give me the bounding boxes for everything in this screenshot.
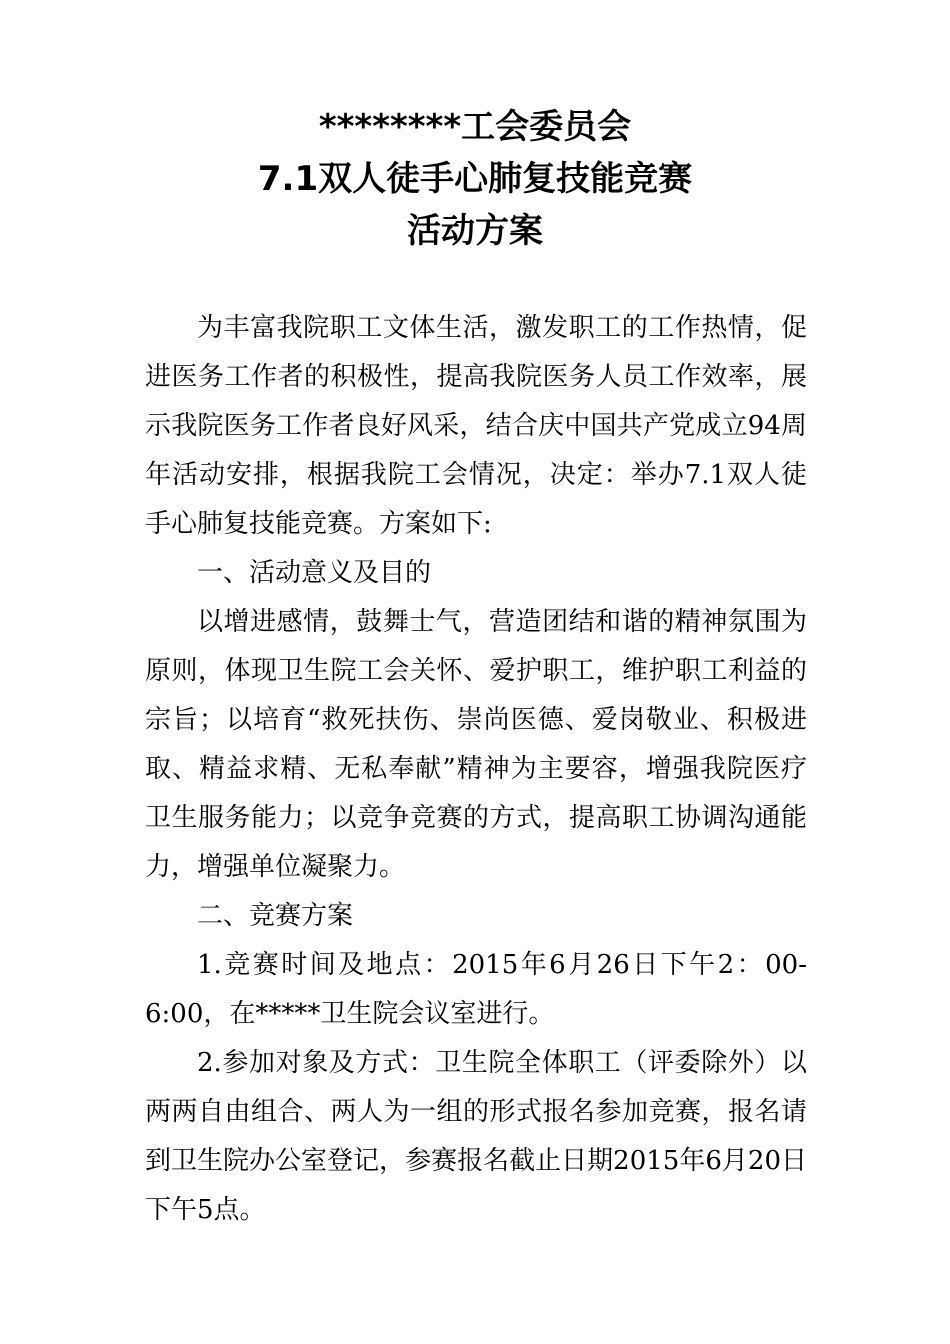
intro-paragraph: 为丰富我院职工文体生活，激发职工的工作热情，促进医务工作者的积极性，提高我院医务人员工作效率，展示我院医务工作者良好风采，结合庆中国共产党成立94周年活动安排，根据我院工会情况，决定：举办7.1双人徒手心肺复技能竞赛。方案如下: <box>145 313 807 539</box>
document-body <box>145 304 807 1235</box>
document-title-plan: 活动方案 <box>407 211 543 251</box>
section-heading-plan: 二、竞赛方案 <box>197 901 354 931</box>
document-title-event: 7.1双人徒手心肺复技能竞赛 <box>257 159 693 199</box>
section-heading-purpose: 一、活动意义及目的 <box>197 558 432 588</box>
participants-paragraph: 2.参加对象及方式：卫生院全体职工（评委除外）以两两自由组合、两人为一组的形式报名参加竞赛，报名请到卫生院办公室登记，参赛报名截止日期2015年6月20日下午5点。 <box>145 1048 807 1225</box>
time-location-paragraph: 1.竞赛时间及地点：2015年6月26日下午2：00-6:00，在*****卫生院会议室进行。 <box>145 950 807 1029</box>
document-title-org: ********工会委员会 <box>318 107 632 147</box>
purpose-paragraph: 以增进感情，鼓舞士气，营造团结和谐的精神氛围为原则，体现卫生院工会关怀、爱护职工，维护职工利益的宗旨；以培育“救死扶伤、崇尚医德、爱岗敬业、积极进取、精益求精、无私奉献”精神为主要容，增强我院医疗卫生服务能力；以竞争竞赛的方式，提高职工协调沟通能力，增强单位凝聚力。 <box>145 607 807 882</box>
